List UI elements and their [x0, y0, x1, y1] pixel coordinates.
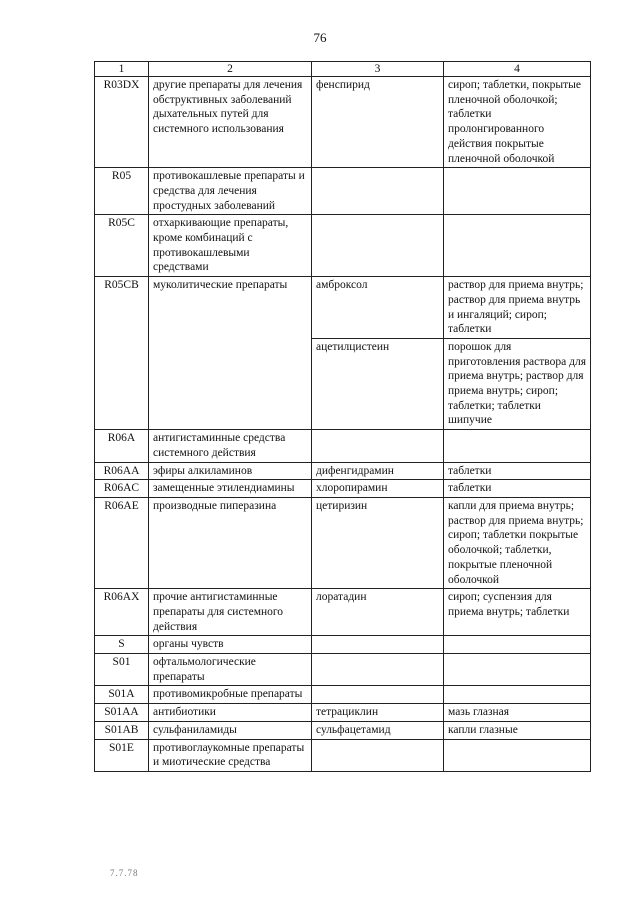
drug-name: цетиризин [312, 497, 444, 588]
drug-name [312, 686, 444, 704]
dosage-form [444, 215, 591, 277]
drug-name: сульфацетамид [312, 721, 444, 739]
atc-code: S01AA [95, 704, 149, 722]
table-row [95, 589, 591, 636]
atc-code: R03DX [95, 77, 149, 168]
table-row [95, 168, 591, 215]
table-row [95, 480, 591, 498]
group-name: муколитические препараты [149, 277, 312, 430]
table-row [95, 704, 591, 722]
drug-name [312, 654, 444, 686]
dosage-form: таблетки [444, 480, 591, 498]
atc-code: S01AB [95, 721, 149, 739]
column-header: 1 [95, 62, 149, 77]
dosage-form: сироп; суспензия для приема внутрь; таблетки [444, 589, 591, 636]
dosage-form [444, 636, 591, 654]
drug-name [312, 430, 444, 462]
drug-name [312, 215, 444, 277]
drug-name [312, 636, 444, 654]
dosage-form: раствор для приема внутрь; раствор для приема внутрь и ингаляций; сироп; таблетки [444, 277, 591, 339]
group-name: органы чувств [149, 636, 312, 654]
drug-name: фенспирид [312, 77, 444, 168]
group-name: производные пиперазина [149, 497, 312, 588]
table-row [95, 739, 591, 771]
dosage-form [444, 168, 591, 215]
column-header: 4 [444, 62, 591, 77]
atc-code: R06AE [95, 497, 149, 588]
group-name: замещенные этилендиамины [149, 480, 312, 498]
group-name: антибиотики [149, 704, 312, 722]
table-row [95, 77, 591, 168]
page-number: 76 [313, 30, 327, 45]
table-row [95, 686, 591, 704]
drug-name: дифенгидрамин [312, 462, 444, 480]
dosage-form: таблетки [444, 462, 591, 480]
dosage-form [444, 430, 591, 462]
group-name: противомикробные препараты [149, 686, 312, 704]
atc-code: S01A [95, 686, 149, 704]
table-row [95, 430, 591, 462]
group-name: отхаркивающие препараты, кроме комбинаций с противокашлевыми средствами [149, 215, 312, 277]
drug-list-table [94, 61, 591, 772]
group-name: офтальмологические препараты [149, 654, 312, 686]
drug-name: амброксол [312, 277, 444, 339]
dosage-form: капли для приема внутрь; раствор для приема внутрь; сироп; таблетки покрытые оболочкой; таблетки, покрытые пленочной оболочкой [444, 497, 591, 588]
atc-code: R06AC [95, 480, 149, 498]
group-name: противоглаукомные препараты и миотические средства [149, 739, 312, 771]
atc-code: R06A [95, 430, 149, 462]
atc-code: R06AA [95, 462, 149, 480]
atc-code: R05 [95, 168, 149, 215]
group-name: эфиры алкиламинов [149, 462, 312, 480]
drug-name [312, 168, 444, 215]
atc-code: R05CB [95, 277, 149, 430]
dosage-form: сироп; таблетки, покрытые пленочной оболочкой; таблетки пролонгированного действия покрытые пленочной оболочкой [444, 77, 591, 168]
dosage-form: порошок для приготовления раствора для приема внутрь; раствор для приема внутрь; сироп; таблетки; таблетки шипучие [444, 338, 591, 429]
table-row [95, 721, 591, 739]
atc-code: S01E [95, 739, 149, 771]
atc-code: R06AX [95, 589, 149, 636]
dosage-form: капли глазные [444, 721, 591, 739]
group-name: прочие антигистаминные препараты для системного действия [149, 589, 312, 636]
dosage-form: мазь глазная [444, 704, 591, 722]
table-row [95, 654, 591, 686]
dosage-form [444, 739, 591, 771]
footer-mark: 7.7.78 [110, 868, 139, 878]
table-row [95, 636, 591, 654]
table-row [95, 215, 591, 277]
dosage-form [444, 686, 591, 704]
group-name: другие препараты для лечения обструктивных заболеваний дыхательных путей для системного использования [149, 77, 312, 168]
atc-code: S01 [95, 654, 149, 686]
drug-name: ацетилцистеин [312, 338, 444, 429]
atc-code: R05C [95, 215, 149, 277]
group-name: противокашлевые препараты и средства для лечения простудных заболеваний [149, 168, 312, 215]
table-row [95, 497, 591, 588]
group-name: антигистаминные средства системного действия [149, 430, 312, 462]
drug-name: хлоропирамин [312, 480, 444, 498]
table-header-row [95, 62, 591, 77]
table-row [95, 277, 591, 339]
atc-code: S [95, 636, 149, 654]
table-row [95, 462, 591, 480]
drug-name: тетрациклин [312, 704, 444, 722]
dosage-form [444, 654, 591, 686]
column-header: 2 [149, 62, 312, 77]
column-header: 3 [312, 62, 444, 77]
drug-name [312, 739, 444, 771]
group-name: сульфаниламиды [149, 721, 312, 739]
drug-name: лоратадин [312, 589, 444, 636]
